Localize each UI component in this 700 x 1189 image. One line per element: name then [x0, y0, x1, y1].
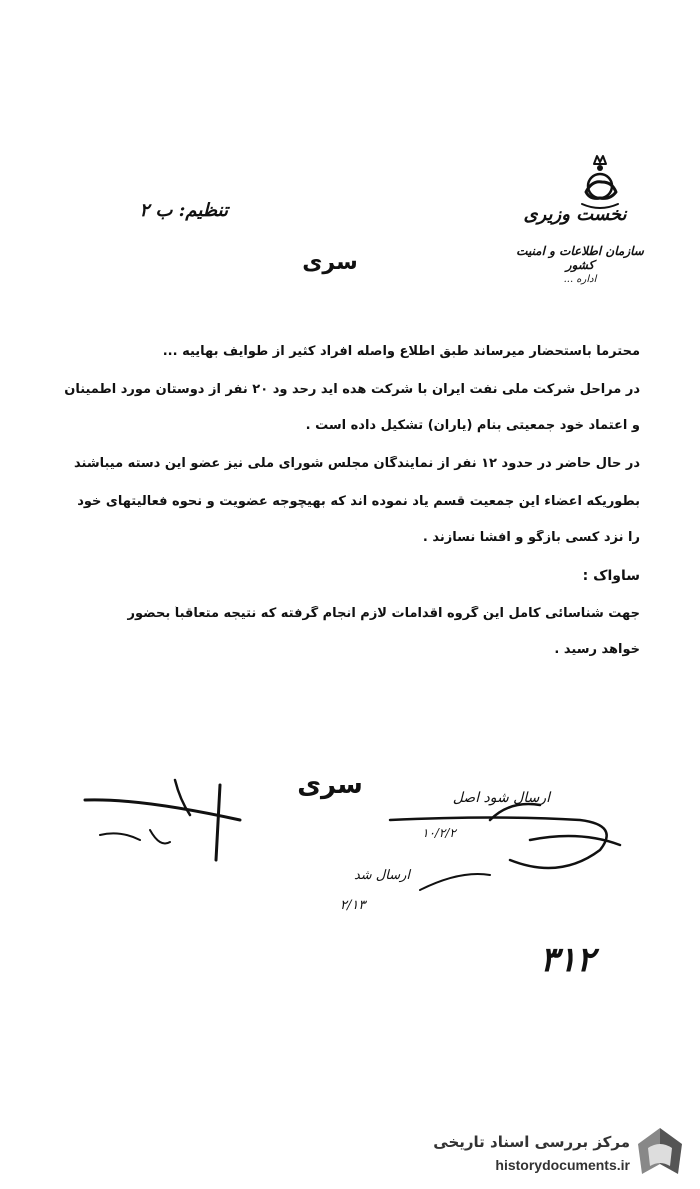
request-line-1: جهت شناسائی کامل این گروه اقدامات لازم انجام گرفته که نتیجه متعاقباً بحضور: [127, 606, 640, 621]
margin-note-4: ۲/۱۳: [340, 898, 366, 913]
archive-logo-icon: [634, 1124, 686, 1180]
classification-stamp: سری: [297, 770, 363, 800]
signature-right-scribble: [380, 780, 630, 910]
footer-org-name: مرکز بررسی اسناد تاریخی: [433, 1133, 630, 1151]
letterhead-org-line1: نخست وزیری: [523, 204, 627, 225]
body-line-2: در مراحل شرکت ملی نفت ایران با شرکت هده اید رحد ود ۲۰ نفر از دوستان مورد اطمینان: [64, 382, 640, 397]
letterhead-org-line2: سازمان اطلاعات و امنیت کشور: [516, 244, 644, 272]
body-line-5: بطوریکه اعضاء این جمعیت قسم یاد نموده اند که بهیچوجه عضویت و نحوه فعالیتهای خود: [77, 494, 640, 509]
letterhead-org-line3: اداره ...: [563, 274, 597, 285]
body-line-1: محترماً باستحضار میرساند طبق اطلاع واصله افراد کثیر از طوایف بهاییه ...: [162, 344, 640, 359]
body-line-6: را نزد کسی بازگو و افشا نسازند .: [422, 530, 640, 545]
classification-header: سری: [302, 250, 358, 275]
page-number: ۳۱۲: [540, 940, 595, 980]
margin-note-3: ارسال شد: [353, 868, 410, 883]
signature-left-scribble: [80, 760, 250, 870]
reference-number: تنظیم: ب ۲: [139, 200, 228, 221]
request-line-2: خواهد رسید .: [554, 642, 640, 657]
body-line-3: و اعتماد خود جمعیتی بنام (یاران) تشکیل داده است .: [305, 418, 640, 433]
body-line-4: در حال حاضر در حدود ۱۲ نفر از نمایندگان مجلس شورای ملی نیز عضو این دسته میباشند: [74, 456, 640, 471]
margin-note-1: ارسال شود اصل: [452, 790, 550, 806]
footer-website: historydocuments.ir: [495, 1157, 630, 1173]
margin-note-2: ۱۰/۲/۲: [422, 826, 456, 840]
request-label: ساواک :: [582, 568, 640, 584]
